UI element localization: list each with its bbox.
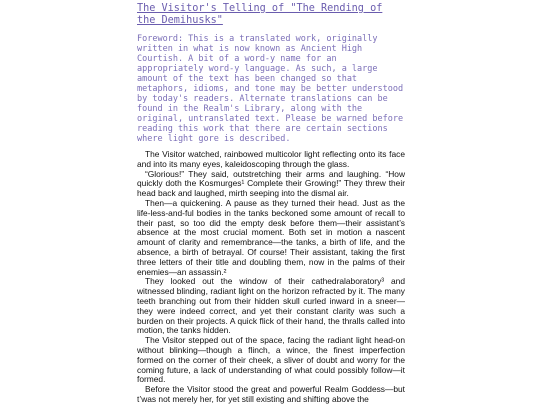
paragraph: “Glorious!” They said, outstretching their arms and laughing. “How quickly doth the Kosmurges¹ Complete their Growing!” They threw their head back and laughed, mirth seeping into the dismal air. xyxy=(137,168,405,199)
paragraph: The Visitor stepped out of the space, facing the radiant light head-on without blinking—though a flinch, a wince, the finest imperfection formed on the corner of their cheek, a sliver of doubt and worry for the coming future, a lack of understanding of what could possibly follow—it formed. xyxy=(137,335,405,385)
foreword: Foreword: This is a translated work, originally written in what is now known as Ancient High Courtish. A bit of a word-y name for an appropriately word-y language. As such, a large amount of the text has been changed so that metaphors, idioms, and tone may be better understood by today's readers. Alternate translations can be found in the Realm's Library, along with the original, untranslated text. Please be warned before reading this work that there are certain sections where light gore is described. xyxy=(137,34,404,144)
paragraph: They looked out the window of their cathedralaboratory³ and witnessed blinding, radiant light on the horizon refracted by it. The many teeth branching out from their hidden skull curled inward in a sneer—they were indeed correct, and yet their constant clarity was such a burden on their projects. A quick flick of their hand, the thralls called into motion, the tanks hidden. xyxy=(137,276,405,336)
paragraph: Then—a quickening. A pause as they turned their head. Just as the life-less-and-ful bodies in the tanks beckoned some amount of recall to their past, so too did the empty desk before them—their assistant’s absence at the most crucial moment. Both set in motion a nascent amount of clarity and remembrance—the tanks, a birth of life, and the absence, a birth of betrayal. Of course! Their assistant, taking the first three letters of their title and doubling them, now in the palms of their enemies—an assassin.² xyxy=(137,197,405,277)
paragraph: Before the Visitor stood the great and powerful Realm Goddess—but t’was not merely her, for yet still existing and shifting above the xyxy=(137,384,405,404)
body-text xyxy=(137,150,405,405)
paragraph: The Visitor watched, rainbowed multicolor light reflecting onto its face and into its many eyes, kaleidoscoping through the glass. xyxy=(137,149,405,169)
document-title: The Visitor's Telling of "The Rending of the Demihusks" xyxy=(137,3,383,26)
